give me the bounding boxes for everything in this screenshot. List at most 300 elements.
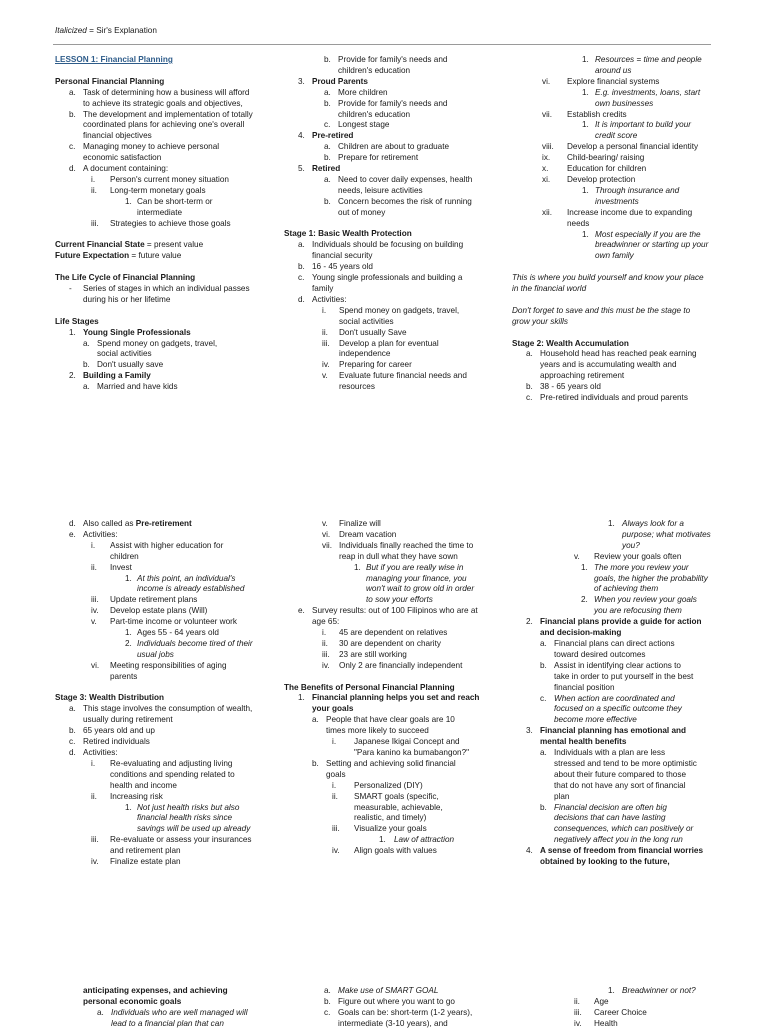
list-marker: 1. [125,573,132,583]
text-line [55,792,253,803]
list-marker: c. [69,737,76,747]
line-text: Stage 1: Basic Wealth Protection [284,229,412,239]
line-text: Assist in identifying clear actions to [554,660,681,670]
text-line [55,552,253,563]
text-line [284,704,479,715]
text-line [512,306,708,317]
legend-note [55,26,157,37]
text-line [512,824,711,835]
line-text: children's education [338,65,411,75]
line-text: health and income [110,780,177,790]
list-marker: a. [312,715,319,725]
list-marker: iii. [574,1007,582,1017]
text-line [55,781,253,792]
text-line [55,835,253,846]
list-marker: a. [83,338,90,348]
line-text: "Para kanino ka bumabangon?" [354,748,470,758]
line-text: Retired [312,164,341,174]
list-marker: 1. [379,835,386,845]
line-text: But if you are really wise in [366,562,464,572]
list-marker: a. [97,1007,104,1017]
text-line [55,770,253,781]
text-line [284,748,479,759]
text-line [55,55,253,66]
line-text: own family [595,251,634,261]
line-text: Establish credits [567,109,627,119]
list-marker: viii. [542,142,554,152]
line-text: times more likely to succeed [326,726,429,736]
text-line [55,530,253,541]
line-text: conditions and spending related to [110,769,235,779]
list-marker: ii. [91,791,97,801]
list-marker: b. [324,153,331,163]
list-marker: iv. [91,857,99,867]
line-text: plan [554,791,570,801]
text-line [512,792,711,803]
line-text: Personalized (DIY) [354,780,423,790]
line-text: Longest stage [338,120,390,130]
text-line [512,393,708,404]
line-text: Review your goals often [594,551,682,561]
line-text: Only 2 are financially independent [339,660,463,670]
col-3-1 [55,986,248,1030]
text-line [284,639,479,650]
list-marker: a. [83,382,90,392]
text-line [55,519,253,530]
list-marker: vii. [542,109,553,119]
line-text: to sow your efforts [366,595,433,605]
line-text: Develop a personal financial identity [567,142,699,152]
list-marker: 1. [582,55,589,64]
text-line [55,628,253,639]
text-line [284,628,479,639]
line-text: 45 are dependent on relatives [339,628,448,638]
text-line [284,164,472,175]
text-line [284,552,479,563]
blank-line [512,328,708,339]
text-line [512,284,708,295]
list-marker: 2. [581,595,588,605]
text-line [512,519,711,530]
line-text: Household head has reached peak earning [540,349,697,359]
line-text: This stage involves the consumption of wealth, [83,704,253,714]
line-text: take in order to put yourself in the best [554,671,694,681]
text-line [512,737,711,748]
list-marker: a. [324,87,331,97]
text-line [55,284,253,295]
line-text: Future Expectation = future value [55,251,182,261]
line-text: Re-evaluate or assess your insurances [110,835,252,845]
list-marker: ix. [542,153,551,163]
line-text: financial health risks since [137,813,233,823]
text-line [55,175,253,186]
line-text: Don't usually save [97,360,164,370]
text-line [55,650,253,661]
text-line [512,563,711,574]
text-line [512,1019,696,1030]
text-line [55,77,253,88]
line-text: own businesses [595,98,654,108]
text-line [284,606,479,617]
text-line [55,737,253,748]
text-line [284,251,472,262]
list-marker: v. [322,519,328,528]
line-text: reap in dull what they have sown [339,551,458,561]
text-line [284,737,479,748]
line-text: income is already established [137,584,245,594]
text-line [55,803,253,814]
text-line [512,606,711,617]
text-line [284,661,479,672]
text-line [284,519,479,530]
text-line [55,295,253,306]
text-line [284,770,479,781]
line-text: Resources = time and people [595,55,702,64]
list-marker: a. [324,986,331,995]
text-line [55,371,253,382]
text-line [512,846,711,857]
text-line [284,835,479,846]
list-marker: v. [91,617,97,627]
text-line [284,382,472,393]
list-marker: b. [526,382,533,392]
text-line [55,120,253,131]
line-text: Evaluate future financial needs and [339,371,467,381]
line-text: Increasing risk [110,791,163,801]
text-line [512,617,711,628]
text-line [284,306,472,317]
line-text: The development and implementation of totally [83,109,253,119]
list-marker: c. [540,693,547,703]
line-text: Goals can be: short-term (1-2 years), [338,1007,473,1017]
line-text: parents [110,671,138,681]
text-line [284,186,472,197]
text-line [512,726,711,737]
text-line [284,339,472,350]
line-text: Survey results: out of 100 Filipinos who are at [312,606,478,616]
text-line [512,530,711,541]
blank-line [284,672,479,683]
line-text: The Benefits of Personal Financial Planning [284,682,455,692]
list-marker: e. [298,606,305,616]
list-marker: 1. [582,229,589,239]
line-text: mental health benefits [540,737,627,747]
text-line [55,748,253,759]
text-line [512,142,708,153]
line-text: Children are about to graduate [338,142,450,152]
line-text: The Life Cycle of Financial Planning [55,273,196,283]
list-marker: x. [542,164,549,174]
text-line [284,574,479,585]
text-line [512,759,711,770]
list-marker: ii. [322,327,328,337]
list-marker: c. [324,1007,331,1017]
text-line [512,251,708,262]
line-text: Age [594,996,609,1006]
line-text: Align goals with values [354,846,437,856]
text-line [55,541,253,552]
line-text: measurable, achievable, [354,802,443,812]
text-line [55,617,253,628]
line-text: become more effective [554,715,637,725]
blank-line [55,683,253,694]
text-line [55,317,253,328]
line-text: Stage 2: Wealth Accumulation [512,338,629,348]
line-text: Increase income due to expanding [567,207,693,217]
list-marker: a. [298,240,305,250]
list-marker: ii. [322,638,328,648]
text-line [284,781,479,792]
line-text: 23 are still working [339,649,407,659]
line-text: Spend money on gadgets, travel, [97,338,218,348]
list-marker: c. [69,142,76,152]
line-text: Activities: [312,294,347,304]
text-line [512,650,711,661]
text-line [55,1019,248,1030]
text-line [512,584,711,595]
text-line [55,360,253,371]
text-line [55,574,253,585]
line-text: independence [339,349,391,359]
line-text: toward desired outcomes [554,649,646,659]
text-line [284,715,479,726]
list-marker: a. [324,142,331,152]
line-text: At this point, an individual's [137,573,236,583]
text-line [284,650,479,661]
line-text: Spend money on gadgets, travel, [339,305,460,315]
col-2-3 [512,519,711,868]
list-marker: 3. [526,726,533,736]
text-line [284,792,479,803]
list-marker: b. [324,98,331,108]
line-text: lead to a financial plan that can [111,1018,224,1028]
text-line [512,219,708,230]
line-text: goals, the higher the probability [594,573,708,583]
list-marker: i. [332,780,337,790]
text-line [512,153,708,164]
text-line [284,530,479,541]
line-text: Dream vacation [339,529,397,539]
line-text: Strategies to achieve those goals [110,218,231,228]
text-line [284,360,472,371]
list-marker: e. [69,529,76,539]
text-line [284,229,472,240]
list-marker: b. [324,196,331,206]
list-marker: xii. [542,207,553,217]
text-line [55,131,253,142]
text-line [284,584,479,595]
text-line [512,661,711,672]
text-line [55,997,248,1008]
text-line [512,835,711,846]
text-line [512,77,708,88]
list-marker: v. [322,371,328,381]
text-line [512,110,708,121]
line-text: Most especially if you are the [595,229,701,239]
text-line [55,639,253,650]
text-line [55,339,253,350]
text-line [284,77,472,88]
line-text: Don't forget to save and this must be the stage to [512,305,691,315]
text-line [284,349,472,360]
line-text: Pre-retired [312,131,354,141]
list-marker: 1. [354,562,361,572]
text-line [284,131,472,142]
line-text: you are refocusing them [594,606,682,616]
text-line [55,563,253,574]
line-text: Financial plans provide a guide for action [540,617,702,627]
line-text: investments [595,196,639,206]
line-text: Meeting responsibilities of aging [110,660,227,670]
list-marker: a. [540,638,547,648]
line-text: age 65: [312,617,340,627]
text-line [55,606,253,617]
text-line [55,672,253,683]
list-marker: 1. [608,986,615,995]
text-line [284,595,479,606]
col-2-2 [284,519,479,857]
text-line [284,371,472,382]
line-text: about their future compared to those [554,769,686,779]
line-text: intermediate [137,207,183,217]
text-line [55,1008,248,1019]
text-line [512,672,711,683]
list-marker: 1. [582,87,589,97]
blank-line [512,262,708,273]
line-text: credit score [595,131,638,141]
text-line [284,175,472,186]
line-text: When action are coordinated and [554,693,675,703]
list-marker: i. [322,628,327,638]
line-text: Child-bearing/ raising [567,153,645,163]
text-line [55,715,253,726]
line-text: stressed and tend to be more optimistic [554,758,697,768]
line-text: Japanese Ikigai Concept and [354,737,460,747]
line-text: Life Stages [55,316,99,326]
line-text: When you review your goals [594,595,697,605]
line-text: that do not have any sort of financial [554,780,686,790]
list-marker: iv. [91,606,99,616]
list-marker: i. [91,174,96,184]
text-line [512,704,711,715]
list-marker: vi. [542,76,551,86]
text-line [55,584,253,595]
blank-line [55,229,253,240]
text-line [284,120,472,131]
text-line [512,273,708,284]
text-line [55,88,253,99]
text-line [512,552,711,563]
line-text: purpose; what motivates [622,529,711,539]
line-text: Stage 3: Wealth Distribution [55,693,165,703]
line-text: decisions that can have lasting [554,813,666,823]
line-text: Through insurance and [595,185,680,195]
text-line [55,759,253,770]
line-text: Assist with higher education for [110,540,224,550]
text-line [284,328,472,339]
text-line [512,628,711,639]
line-text: Develop a plan for eventual [339,338,439,348]
line-text: Managing money to achieve personal [83,142,220,152]
text-line [512,317,708,328]
line-text: Visualize your goals [354,824,427,834]
list-marker: i. [91,540,96,550]
text-line [512,175,708,186]
text-line [512,694,711,705]
line-text: savings will be used up already [137,824,251,834]
text-line [512,986,696,997]
list-marker: c. [324,120,331,130]
line-text: intermediate (3-10 years), and [338,1018,448,1028]
list-marker: i. [91,758,96,768]
line-text: children's education [338,109,411,119]
text-line [512,748,711,759]
text-line [284,262,472,273]
line-text: Proud Parents [312,76,368,86]
text-line [512,715,711,726]
list-marker: ii. [574,996,580,1006]
text-line [55,186,253,197]
text-line [55,153,253,164]
line-text: Not just health risks but also [137,802,240,812]
line-text: Breadwinner or not? [622,986,696,995]
text-line [55,813,253,824]
list-marker: i. [322,305,327,315]
list-marker: iv. [332,846,340,856]
text-line [512,99,708,110]
line-text: Financial planning helps you set and reach [312,693,480,703]
text-line [284,153,472,164]
text-line [284,55,472,66]
line-text: obtained by looking to the future, [540,857,670,867]
line-text: family [312,284,334,294]
text-line [55,328,253,339]
text-line [284,1019,472,1030]
line-text: social activities [97,349,152,359]
text-line [512,240,708,251]
text-line [512,541,711,552]
list-marker: b. [312,758,319,768]
line-text: Financial plans can direct actions [554,638,675,648]
line-text: social activities [339,316,394,326]
list-marker: iii. [332,824,340,834]
text-line [284,208,472,219]
line-text: anticipating expenses, and achieving [83,986,228,995]
line-text: Finalize will [339,519,381,528]
line-text: needs [567,218,590,228]
text-line [284,824,479,835]
text-line [512,88,708,99]
line-text: years and is accumulating wealth and [540,360,677,370]
list-marker: 1. [125,802,132,812]
text-line [512,131,708,142]
col-1-1 [55,55,253,393]
list-marker: d. [69,519,76,528]
line-text: usual jobs [137,649,174,659]
text-line [512,120,708,131]
text-line [284,541,479,552]
line-text: Individuals become tired of their [137,638,253,648]
text-line [55,661,253,672]
text-line [512,208,708,219]
text-line [55,349,253,360]
text-line [512,770,711,781]
text-line [55,824,253,835]
text-line [512,639,711,650]
line-text: Task of determining how a business will afford [83,87,250,97]
list-marker: iii. [91,835,99,845]
list-marker: iv. [322,660,330,670]
